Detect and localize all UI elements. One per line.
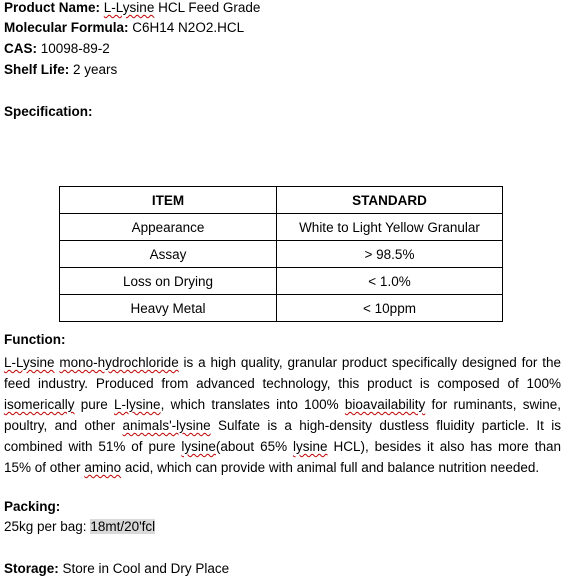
table-cell-standard: White to Light Yellow Granular — [277, 214, 503, 241]
table-cell-item: Loss on Drying — [60, 268, 277, 295]
table-cell-standard: > 98.5% — [277, 241, 503, 268]
function-text: (about 65% — [215, 439, 294, 454]
table-cell-standard: < 1.0% — [277, 268, 503, 295]
packing-heading: Packing: — [4, 499, 61, 514]
table-header-item: ITEM — [60, 187, 277, 214]
packing-value: 25kg per bag: — [4, 519, 91, 534]
specification-heading: Specification: — [4, 104, 93, 119]
table-row — [60, 268, 503, 295]
shelf-life-value: 2 years — [69, 62, 118, 77]
function-paragraph — [4, 352, 561, 478]
function-text: for ruminants, swine, poultry, and other — [4, 397, 562, 433]
function-text: lysine — [181, 439, 216, 454]
table-header-row — [60, 187, 503, 214]
cas-label: CAS: — [4, 41, 37, 56]
function-text: animals'-lysine — [122, 418, 211, 433]
packing-container-value: 18mt/20'fcl — [90, 519, 156, 534]
function-heading: Function: — [4, 332, 66, 347]
table-header-standard: STANDARD — [277, 187, 503, 214]
table-cell-standard: < 10ppm — [277, 295, 503, 322]
table-row — [60, 241, 503, 268]
function-text: L-Lysine — [4, 355, 55, 370]
function-text: L-lysine — [114, 397, 161, 412]
product-name-line — [4, 0, 260, 16]
molecular-formula-line — [4, 20, 244, 36]
function-text: acid, which can provide with animal full and balance nutrition needed. — [121, 460, 540, 475]
shelf-life-line — [4, 62, 117, 78]
product-name-label: Product Name: — [4, 0, 101, 15]
product-name-value-rest: HCL Feed Grade — [154, 0, 261, 15]
function-text: , which translates into 100% — [160, 397, 345, 412]
cas-line — [4, 41, 110, 57]
table-row — [60, 295, 503, 322]
table-row — [60, 214, 503, 241]
function-text: HCL), besides it also has more than 15% of other — [4, 439, 561, 475]
molecular-formula-label: Molecular Formula: — [4, 20, 129, 35]
table-cell-item: Assay — [60, 241, 277, 268]
specification-table — [59, 186, 503, 322]
function-text: is a high quality, granular product specifically designed for the feed industry. Produced from advanced technology, this product is composed of 100% — [4, 355, 561, 391]
function-text: isomerically — [4, 397, 75, 412]
function-text: Sulfate is a high-density dustless fluidity particle. It is combined with 51% of pure — [4, 418, 561, 454]
packing-line — [4, 519, 155, 535]
function-text: bioavailability — [344, 397, 426, 412]
table-cell-item: Appearance — [60, 214, 277, 241]
function-text: amino — [84, 460, 122, 475]
function-text: lysine — [293, 439, 328, 454]
function-text: pure — [74, 397, 115, 412]
storage-value: Store in Cool and Dry Place — [58, 561, 230, 576]
product-name-value-lysine: L-Lysine — [103, 0, 155, 15]
shelf-life-label: Shelf Life: — [4, 62, 70, 77]
molecular-formula-value: C6H14 N2O2.HCL — [128, 20, 245, 35]
cas-value: 10098-89-2 — [37, 41, 110, 56]
table-cell-item: Heavy Metal — [60, 295, 277, 322]
storage-label: Storage: — [4, 561, 59, 576]
function-text: mono-hydrochloride — [59, 355, 179, 370]
